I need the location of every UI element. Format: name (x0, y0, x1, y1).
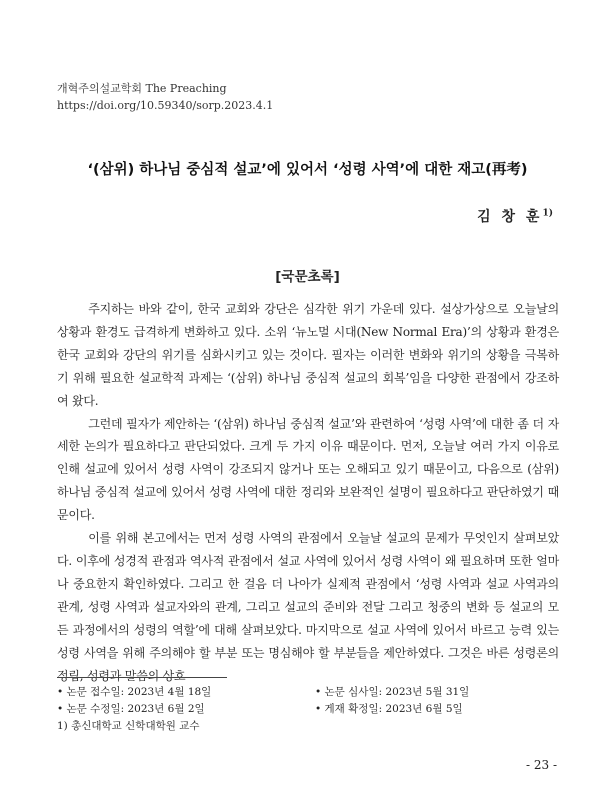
abstract-body (57, 298, 559, 687)
abstract-heading: [국문초록] (275, 269, 340, 285)
author (477, 206, 553, 226)
running-header (57, 80, 273, 114)
footnote-received: • 논문 접수일: 2023년 4월 18일 (57, 686, 212, 698)
paragraph: 그런데 필자가 제안하는 ‘(삼위) 하나님 중심적 설교’와 관련하여 ‘성령 사역’에 대한 좀 더 자세한 논의가 필요하다고 판단되었다. 크게 두 가지 이유 때문이다. 먼저, 오늘날 여러 가지 이유로 인해 설교에 있어서 성령 사역이 강조되지 않거나 또는 오해되고 있기 때문이고, 다음으로 (삼위) 하나님 중심적 설교에 있어서 성령 사역에 대한 정리와 보완적인 설명이 필요하다고 판단하였기 때문이다. (57, 416, 559, 523)
paper-title: ‘(삼위) 하나님 중심적 설교’에 있어서 ‘성령 사역’에 대한 재고(再考) (87, 162, 528, 178)
footnote-divider (57, 677, 227, 678)
paragraph: 주지하는 바와 같이, 한국 교회와 강단은 심각한 위기 가운데 있다. 설상가상으로 오늘날의 상황과 환경도 급격하게 변화하고 있다. 소위 ‘뉴노멀 시대(New Normal Era)’의 상황과 환경은 한국 교회와 강단의 위기를 심화시키고 있는 것이다. 필자는 이러한 변화와 위기의 상황을 극복하기 위해 필요한 설교학적 과제는 ‘(삼위) 하나님 중심적 설교의 회복’임을 다양한 관점에서 강조하여 왔다. (57, 302, 559, 408)
footnotes (57, 684, 559, 735)
footnote-accepted: • 게재 확정일: 2023년 6월 5일 (315, 703, 463, 715)
page-number: - 23 - (525, 758, 557, 772)
footnote-affiliation: 1) 총신대학교 신학대학원 교수 (57, 720, 200, 732)
journal-name: 개혁주의설교학회 The Preaching (57, 82, 227, 95)
doi-link[interactable]: https://doi.org/10.59340/sorp.2023.4.1 (57, 99, 274, 112)
author-footnote-mark: 1) (542, 208, 553, 219)
footnote-revised: • 논문 수정일: 2023년 6월 2일 (57, 703, 205, 715)
paragraph: 이를 위해 본고에서는 먼저 성령 사역의 관점에서 오늘날 설교의 문제가 무엇인지 살펴보았다. 이후에 성경적 관점과 역사적 관점에서 설교 사역에 있어서 성령 사역이 왜 필요하며 또한 얼마나 중요한지 확인하였다. 그리고 한 걸음 더 나아가 실제적 관점에서 ‘성령 사역과 설교 사역과의 관계, 성령 사역과 설교자와의 관계, 그리고 설교의 준비와 전달 그리고 청중의 변화 등 설교의 모든 과정에서의 성령의 역할’에 대해 살펴보았다. 마지막으로 설교 사역에 있어서 바르고 능력 있는 성령 사역을 위해 주의해야 할 부분 또는 명심해야 할 부분들을 제안하였다. 그것은 바른 성령론의 정립, 성령과 말씀의 상호 (57, 531, 559, 683)
footnote-reviewed: • 논문 심사일: 2023년 5월 31일 (315, 686, 470, 698)
author-name: 김 창 훈 (477, 209, 543, 225)
